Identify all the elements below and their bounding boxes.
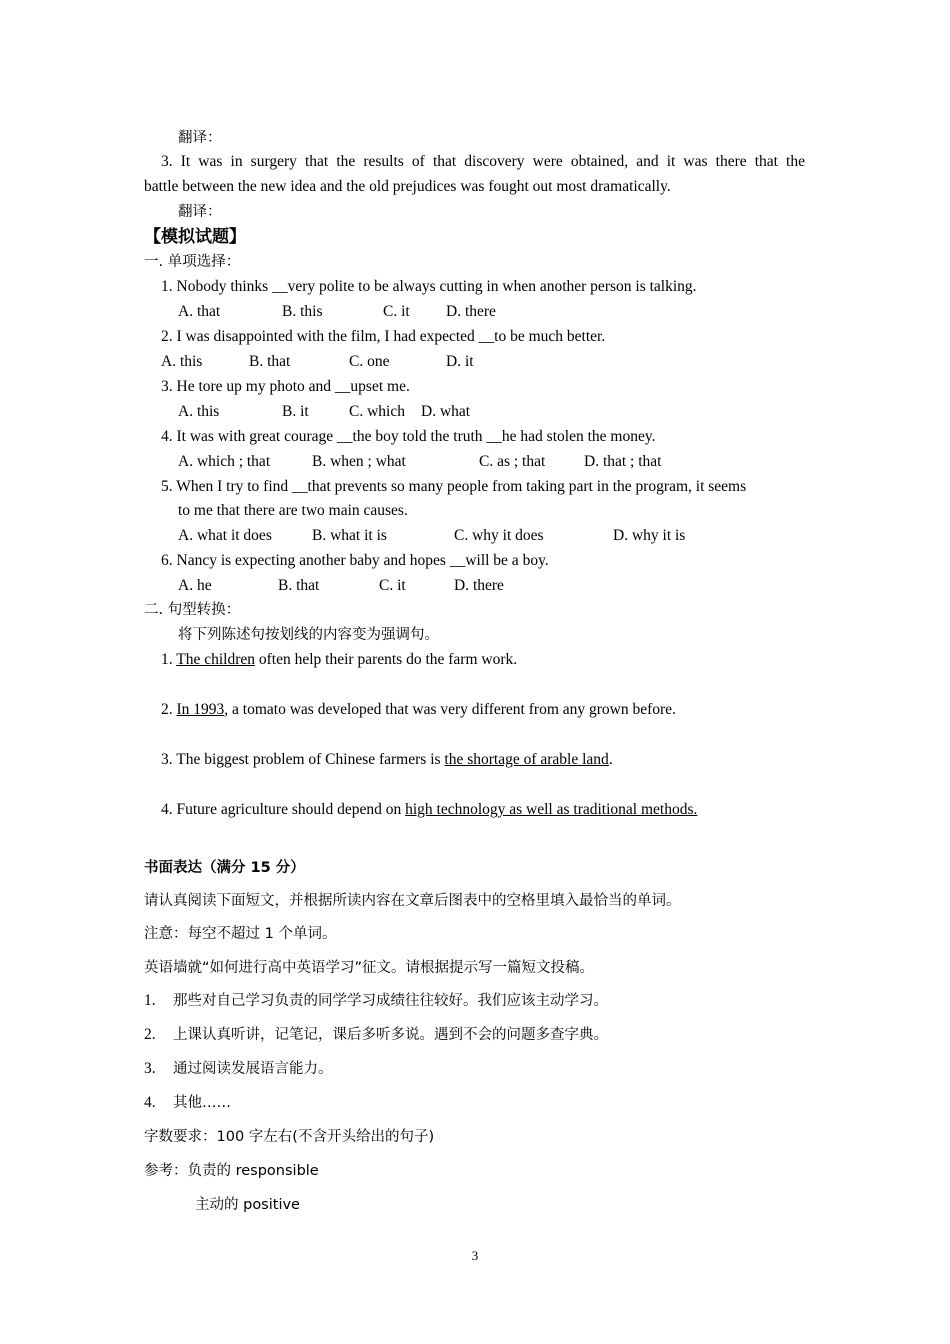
- writing-point-2-num: 2.: [144, 1026, 156, 1043]
- mc-6-option-c: C. it: [379, 577, 406, 594]
- section-1-title: 一. 单项选择：: [144, 254, 241, 270]
- writing-intro: 请认真阅读下面短文，并根据所读内容在文章后图表中的空格里填入最恰当的单词。: [144, 893, 681, 909]
- reference-label: 参考：负责的 responsible: [144, 1163, 319, 1179]
- writing-point-4: [144, 1093, 231, 1113]
- transform-2-rest: , a tomato was developed that was very different from any grown before.: [224, 701, 676, 718]
- question-3-line-2: battle between the new idea and the old prejudices was fought out most dramatically.: [144, 178, 671, 195]
- word-requirement: 字数要求：100 字左右(不含开头给出的句子): [144, 1129, 435, 1145]
- writing-point-2: [144, 1025, 608, 1045]
- mc-2-option-d: D. it: [446, 353, 474, 370]
- transform-4: [161, 800, 697, 820]
- mc-6-option-a: A. he: [178, 577, 212, 594]
- transform-1-underlined: The children: [176, 651, 255, 668]
- transform-1-rest: often help their parents do the farm work.: [255, 651, 518, 668]
- mc-4-option-c: C. as ; that: [479, 453, 546, 470]
- mc-4-stem: 4. It was with great courage __the boy told the truth __he had stolen the money.: [161, 428, 656, 445]
- mc-6-stem: 6. Nancy is expecting another baby and hopes __will be a boy.: [161, 552, 549, 569]
- writing-point-4-num: 4.: [144, 1094, 156, 1111]
- translation-label-2: 翻译：: [178, 204, 222, 220]
- question-3-line-1: 3. It was in surgery that the results of that discovery were obtained, and it was there that the: [161, 153, 805, 170]
- mc-2-option-a: A. this: [161, 353, 203, 370]
- mc-2-option-c: C. one: [349, 353, 390, 370]
- transform-3-underlined: the shortage of arable land: [444, 751, 609, 768]
- writing-point-4-text: 其他……: [173, 1095, 231, 1111]
- writing-point-2-text: 上课认真听讲，记笔记，课后多听多说。遇到不会的问题多查字典。: [173, 1027, 608, 1043]
- mc-1-option-b: B. this: [282, 303, 323, 320]
- transform-4-pre: Future agriculture should depend on: [176, 801, 406, 818]
- transform-1-num: 1.: [161, 651, 177, 668]
- transform-3-num: 3.: [161, 751, 177, 768]
- mc-3-option-a: A. this: [178, 403, 220, 420]
- transform-3: [161, 750, 613, 770]
- mc-3-option-c: C. which: [349, 403, 405, 420]
- mc-1-option-c: C. it: [383, 303, 410, 320]
- mc-3-stem: 3. He tore up my photo and __upset me.: [161, 378, 410, 395]
- mc-5-stem: 5. When I try to find __that prevents so many people from taking part in the program, it seems: [161, 478, 747, 495]
- mc-5-option-d: D. why it is: [613, 527, 686, 544]
- writing-point-3: [144, 1059, 333, 1079]
- writing-task: 英语墙就“如何进行高中英语学习”征文。请根据提示写一篇短文投稿。: [144, 960, 595, 976]
- transform-4-underlined: high technology as well as traditional methods.: [405, 801, 698, 818]
- writing-point-3-text: 通过阅读发展语言能力。: [173, 1061, 333, 1077]
- mc-3-option-b: B. it: [282, 403, 309, 420]
- mc-6-option-b: B. that: [278, 577, 320, 594]
- writing-point-1: [144, 991, 608, 1011]
- transform-2-num: 2.: [161, 701, 177, 718]
- mc-2-option-b: B. that: [249, 353, 291, 370]
- section-2-instruction: 将下列陈述句按划线的内容变为强调句。: [178, 627, 439, 643]
- page-number: 3: [471, 1248, 479, 1263]
- mc-5-option-c: C. why it does: [454, 527, 544, 544]
- writing-point-3-num: 3.: [144, 1060, 156, 1077]
- mc-2-stem: 2. I was disappointed with the film, I had expected __to be much better.: [161, 328, 606, 345]
- reference-positive: 主动的 positive: [195, 1197, 300, 1213]
- mc-1-stem: 1. Nobody thinks __very polite to be always cutting in when another person is talking.: [161, 278, 697, 295]
- transform-2-underlined: In 1993: [176, 701, 225, 718]
- section-2-title: 二. 句型转换：: [144, 602, 241, 618]
- transform-1: [161, 650, 517, 670]
- mc-5-option-b: B. what it is: [312, 527, 387, 544]
- mc-4-option-d: D. that ; that: [584, 453, 662, 470]
- mc-5-stem-continued: to me that there are two main causes.: [178, 502, 408, 519]
- writing-note: 注意：每空不超过 1 个单词。: [144, 926, 337, 942]
- transform-3-pre: The biggest problem of Chinese farmers is: [176, 751, 445, 768]
- writing-title: 书面表达（满分 15 分）: [144, 860, 305, 876]
- translation-label-1: 翻译：: [178, 130, 222, 146]
- mc-1-option-d: D. there: [446, 303, 496, 320]
- transform-4-num: 4.: [161, 801, 177, 818]
- mc-6-option-d: D. there: [454, 577, 504, 594]
- transform-3-rest: .: [608, 751, 613, 768]
- transform-2: [161, 700, 676, 720]
- writing-point-1-num: 1.: [144, 992, 156, 1009]
- writing-point-1-text: 那些对自己学习负责的同学学习成绩往往较好。我们应该主动学习。: [173, 993, 608, 1009]
- mc-5-option-a: A. what it does: [178, 527, 272, 544]
- mc-1-option-a: A. that: [178, 303, 221, 320]
- mock-exam-heading: 【模拟试题】: [144, 227, 246, 247]
- mc-3-option-d: D. what: [421, 403, 471, 420]
- mc-4-option-a: A. which ; that: [178, 453, 271, 470]
- mc-4-option-b: B. when ; what: [312, 453, 406, 470]
